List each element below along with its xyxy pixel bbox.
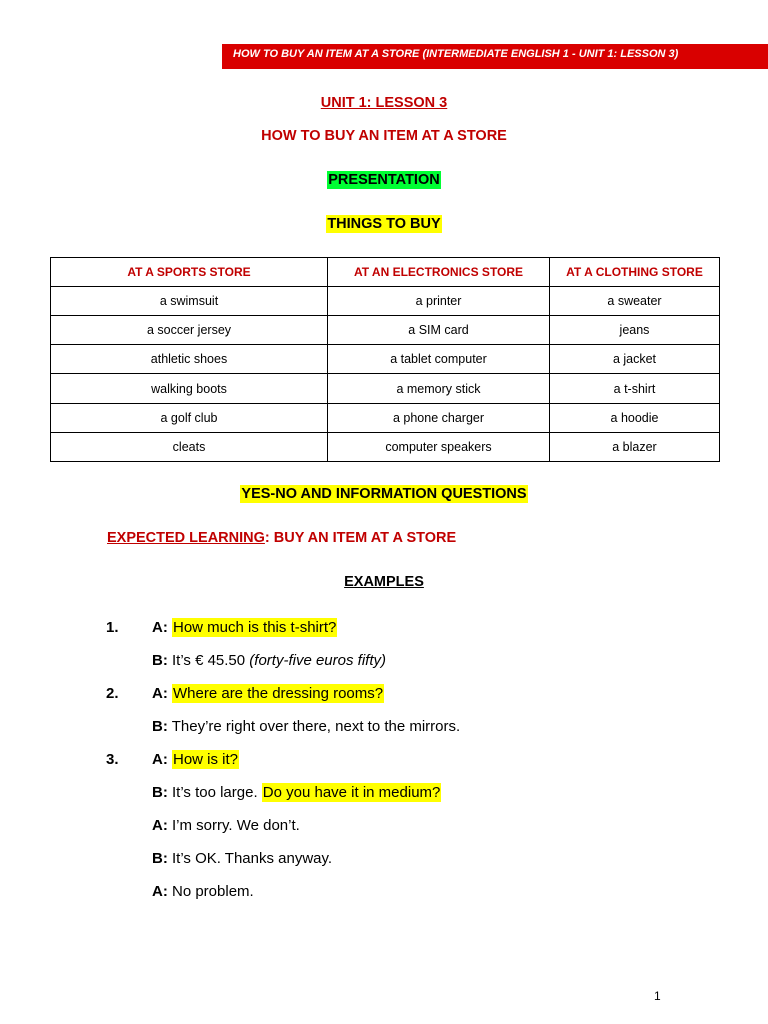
table-cell: a phone charger (328, 403, 550, 432)
unit-title-text: UNIT 1: LESSON 3 (320, 95, 448, 111)
dialogue-line (152, 883, 254, 900)
table-cell: a golf club (51, 403, 328, 432)
speaker-label: A: (152, 883, 168, 900)
expected-learning-label: EXPECTED LEARNING (107, 530, 265, 546)
table-cell: a jacket (550, 345, 720, 374)
column-header: AT A SPORTS STORE (51, 258, 328, 287)
dialogue-text: It’s € 45.50 (172, 652, 246, 669)
speaker-label: A: (152, 751, 168, 768)
speaker-label: A: (152, 685, 168, 702)
column-header: AT AN ELECTRONICS STORE (328, 258, 550, 287)
expected-learning-separator: : (264, 530, 270, 546)
highlighted-question: Do you have it in medium? (262, 784, 441, 801)
dialogue-line (152, 619, 337, 636)
table-cell: computer speakers (328, 432, 550, 461)
speaker-label: A: (152, 817, 168, 834)
dialogue-line (152, 751, 239, 768)
table-row (51, 287, 720, 316)
example-number: 3. (106, 751, 119, 768)
table-cell: a swimsuit (51, 287, 328, 316)
expected-learning-text: BUY AN ITEM AT A STORE (269, 530, 457, 546)
dialogue-line (152, 817, 300, 834)
table-row (51, 403, 720, 432)
things-to-buy-heading (0, 216, 768, 232)
speaker-label: A: (152, 619, 168, 636)
table-row (51, 432, 720, 461)
table-cell: cleats (51, 432, 328, 461)
table-cell: a hoodie (550, 403, 720, 432)
table-cell: athletic shoes (51, 345, 328, 374)
dialogue-line (152, 718, 460, 735)
table-cell: a tablet computer (328, 345, 550, 374)
dialogue-italic-note: (forty-five euros fifty) (249, 652, 386, 669)
table-cell: a SIM card (328, 316, 550, 345)
table-cell: a printer (328, 287, 550, 316)
unit-title (0, 95, 768, 111)
dialogue-text: They’re right over there, next to the mirrors. (171, 718, 461, 735)
things-to-buy-table (50, 257, 720, 462)
questions-heading (0, 486, 768, 502)
dialogue-line (152, 685, 384, 702)
table-cell: a memory stick (328, 374, 550, 403)
speaker-label: B: (152, 784, 168, 801)
dialogue-line (152, 850, 332, 867)
table-row (51, 316, 720, 345)
example-number: 2. (106, 685, 119, 702)
table-header-row (51, 258, 720, 287)
table-cell: walking boots (51, 374, 328, 403)
table-cell: a soccer jersey (51, 316, 328, 345)
dialogue-line (152, 652, 386, 669)
highlighted-question: Where are the dressing rooms? (173, 685, 384, 702)
speaker-label: B: (152, 850, 168, 867)
page-number: 1 (654, 989, 661, 1003)
examples-heading (0, 574, 768, 590)
dialogue-text: It’s OK. Thanks anyway. (172, 850, 333, 867)
speaker-label: B: (152, 652, 168, 669)
table-cell: a sweater (550, 287, 720, 316)
things-to-buy-text: THINGS TO BUY (327, 216, 441, 232)
table-cell: a t-shirt (550, 374, 720, 403)
highlighted-question: How much is this t-shirt? (173, 619, 337, 636)
lesson-title: HOW TO BUY AN ITEM AT A STORE (261, 128, 507, 144)
dialogue-line (152, 784, 441, 801)
dialogue-text: I’m sorry. We don’t. (172, 817, 300, 834)
column-header: AT A CLOTHING STORE (550, 258, 720, 287)
highlighted-question: How is it? (173, 751, 239, 768)
table-cell: jeans (550, 316, 720, 345)
questions-heading-text: YES-NO AND INFORMATION QUESTIONS (241, 486, 527, 502)
examples-heading-text: EXAMPLES (344, 574, 424, 590)
table-row (51, 374, 720, 403)
speaker-label: B: (152, 718, 168, 735)
dialogue-text: No problem. (172, 883, 254, 900)
expected-learning (107, 530, 456, 546)
running-title: HOW TO BUY AN ITEM AT A STORE (INTERMEDIATE ENGLISH 1 - UNIT 1: LESSON 3) (233, 48, 679, 60)
table-cell: a blazer (550, 432, 720, 461)
presentation-heading-text: PRESENTATION (328, 172, 440, 188)
dialogue-text: It’s too large. (172, 784, 258, 801)
presentation-heading (0, 172, 768, 188)
table-row (51, 345, 720, 374)
example-number: 1. (106, 619, 119, 636)
